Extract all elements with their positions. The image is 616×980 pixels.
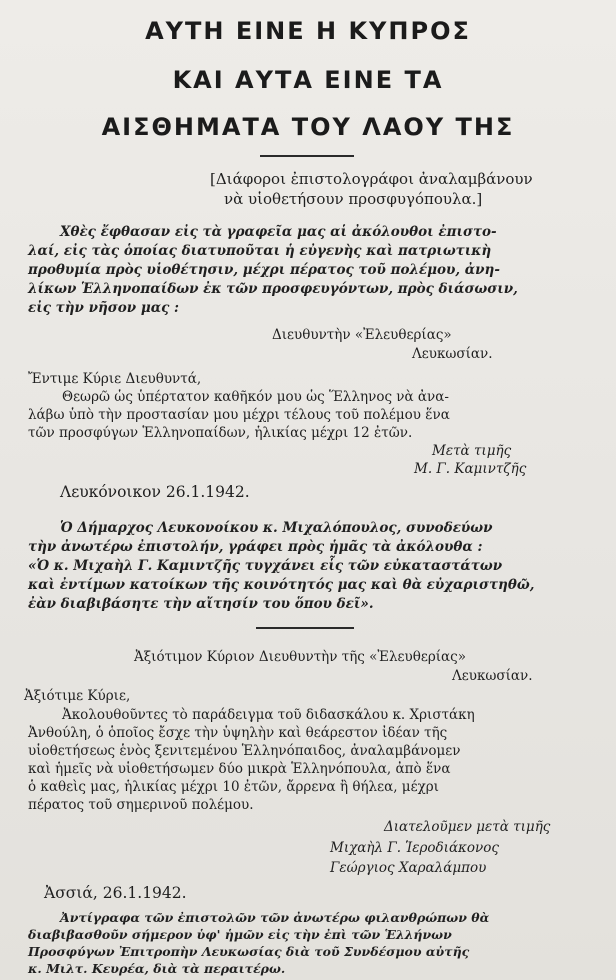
intro-line-2: λαί, εἰς τὰς ὁποίας διατυποῦται ἡ εὐγενὴς καὶ πατριωτικὴ xyxy=(28,243,492,259)
note1-line-4: καὶ ἐντίμων κατοίκων τῆς κοινότητός μας καὶ θὰ εὐχαριστηθῶ, xyxy=(28,577,535,593)
intro-line-5: εἰς τὴν νῆσον μας : xyxy=(28,300,180,316)
letter2-body-line-6: πέρατος τοῦ σημερινοῦ πολέμου. xyxy=(28,797,254,813)
footer-line-3: Προσφύγων Ἐπιτροπὴν Λευκωσίας διὰ τοῦ Συνδέσμου αὐτῆς xyxy=(28,944,470,959)
letter2-body-line-5: ὁ καθεὶς μας, ἡλικίας μέχρι 10 ἐτῶν, ἄρρενα ἢ θήλεα, μέχρι xyxy=(28,779,439,795)
letter2-body-line-1: Ἀκολουθοῦντες τὸ παράδειγμα τοῦ διδασκάλου κ. Χριστάκη xyxy=(62,707,475,723)
letter1-greeting: Ἔντιμε Κύριε Διευθυντά, xyxy=(28,371,202,387)
headline-line-3: ΑΙΣΘΗΜΑΤΑ ΤΟΥ ΛΑΟΥ ΤΗΣ xyxy=(101,113,515,141)
letter2-place-date: Ἀσσιά, 26.1.1942. xyxy=(44,884,187,902)
letter1-addressee-line-2: Λευκωσίαν. xyxy=(412,346,493,362)
letter2-greeting: Ἀξιότιμε Κύριε, xyxy=(24,688,131,704)
letter2-body-line-4: καὶ ἡμεῖς νὰ υἱοθετήσωμεν δύο μικρὰ Ἑλληνόπουλα, ἀπὸ ἕνα xyxy=(28,761,451,777)
letter2-signature-2: Γεώργιος Χαραλάμπου xyxy=(330,860,487,876)
letter2-closing: Διατελοῦμεν μετὰ τιμῆς xyxy=(384,819,551,835)
letter1-signature: Μ. Γ. Καμιντζῆς xyxy=(414,461,527,477)
letter2-addressee-line-2: Λευκωσίαν. xyxy=(452,668,533,684)
letter2-body-line-3: υἱοθετήσεως ἑνὸς ξενιτεμένου Ἑλληνόπαιδος, ἀναλαμβάνομεν xyxy=(28,743,461,759)
divider-middle xyxy=(256,627,354,629)
letter2-body-line-2: Ἀνθούλη, ὁ ὁποῖος ἔσχε τὴν ὑψηλὴν καὶ θεάρεστον ἰδέαν τῆς xyxy=(28,725,448,741)
note1-line-3: «Ὁ κ. Μιχαὴλ Γ. Καμιντζῆς τυγχάνει εἷς τῶν εὐκαταστάτων xyxy=(28,558,503,574)
letter1-body-line-1: Θεωρῶ ὡς ὑπέρτατον καθῆκόν μου ὡς Ἕλληνος νὰ ἀνα- xyxy=(62,389,449,405)
letter1-closing: Μετὰ τιμῆς xyxy=(432,443,512,459)
note1-line-2: τὴν ἀνωτέρω ἐπιστολήν, γράφει πρὸς ἡμᾶς τὰ ἀκόλουθα : xyxy=(28,539,483,555)
footer-line-4: κ. Μιλτ. Κευρέα, διὰ τὰ περαιτέρω. xyxy=(28,961,286,976)
letter1-body-line-2: λάβω ὑπὸ τὴν προστασίαν μου μέχρι τέλους τοῦ πολέμου ἕνα xyxy=(28,407,450,423)
intro-line-3: προθυμία πρὸς υἱοθέτησιν, μέχρι πέρατος τοῦ πολέμου, ἀνη- xyxy=(28,262,500,278)
headline-line-1: ΑΥΤΗ ΕΙΝΕ Η ΚΥΠΡΟΣ xyxy=(145,17,471,45)
letter1-body-line-3: τῶν προσφύγων Ἑλληνοπαίδων, ἡλικίας μέχρι 12 ἐτῶν. xyxy=(28,425,413,441)
subhead-line-2: νὰ υἱοθετήσουν προσφυγόπουλα.] xyxy=(224,190,483,208)
footer-line-2: διαβιβασθοῦν σήμερον ὑφ' ἡμῶν εἰς τὴν ἐπὶ τῶν Ἑλλήνων xyxy=(28,927,452,942)
intro-line-4: λίκων Ἑλληνοπαίδων ἐκ τῶν προσφευγόντων, πρὸς διάσωσιν, xyxy=(28,281,518,297)
letter2-addressee-line-1: Ἀξιότιμον Κύριον Διευθυντὴν τῆς «Ἐλευθερίας» xyxy=(134,649,466,665)
divider-top xyxy=(260,155,354,157)
headline-line-2: ΚΑΙ ΑΥΤΑ ΕΙΝΕ ΤΑ xyxy=(172,66,444,94)
letter1-place-date: Λευκόνοικον 26.1.1942. xyxy=(60,483,250,501)
note1-line-1: Ὁ Δήμαρχος Λευκονοίκου κ. Μιχαλόπουλος, συνοδεύων xyxy=(60,520,493,536)
footer-line-1: Ἀντίγραφα τῶν ἐπιστολῶν τῶν ἀνωτέρω φιλανθρώπων θὰ xyxy=(60,910,490,925)
intro-line-1: Χθὲς ἔφθασαν εἰς τὰ γραφεῖα μας αἱ ἀκόλουθοι ἐπιστο- xyxy=(60,224,497,240)
note1-line-5: ἐὰν διαβιβάσητε τὴν αἴτησίν του ὅπου δεῖ». xyxy=(28,596,374,612)
letter1-addressee-line-1: Διευθυντὴν «Ἐλευθερίας» xyxy=(272,327,452,343)
subhead-line-1: [Διάφοροι ἐπιστολογράφοι ἀναλαμβάνουν xyxy=(210,170,533,188)
letter2-signature-1: Μιχαὴλ Γ. Ἱεροδιάκονος xyxy=(330,840,499,856)
